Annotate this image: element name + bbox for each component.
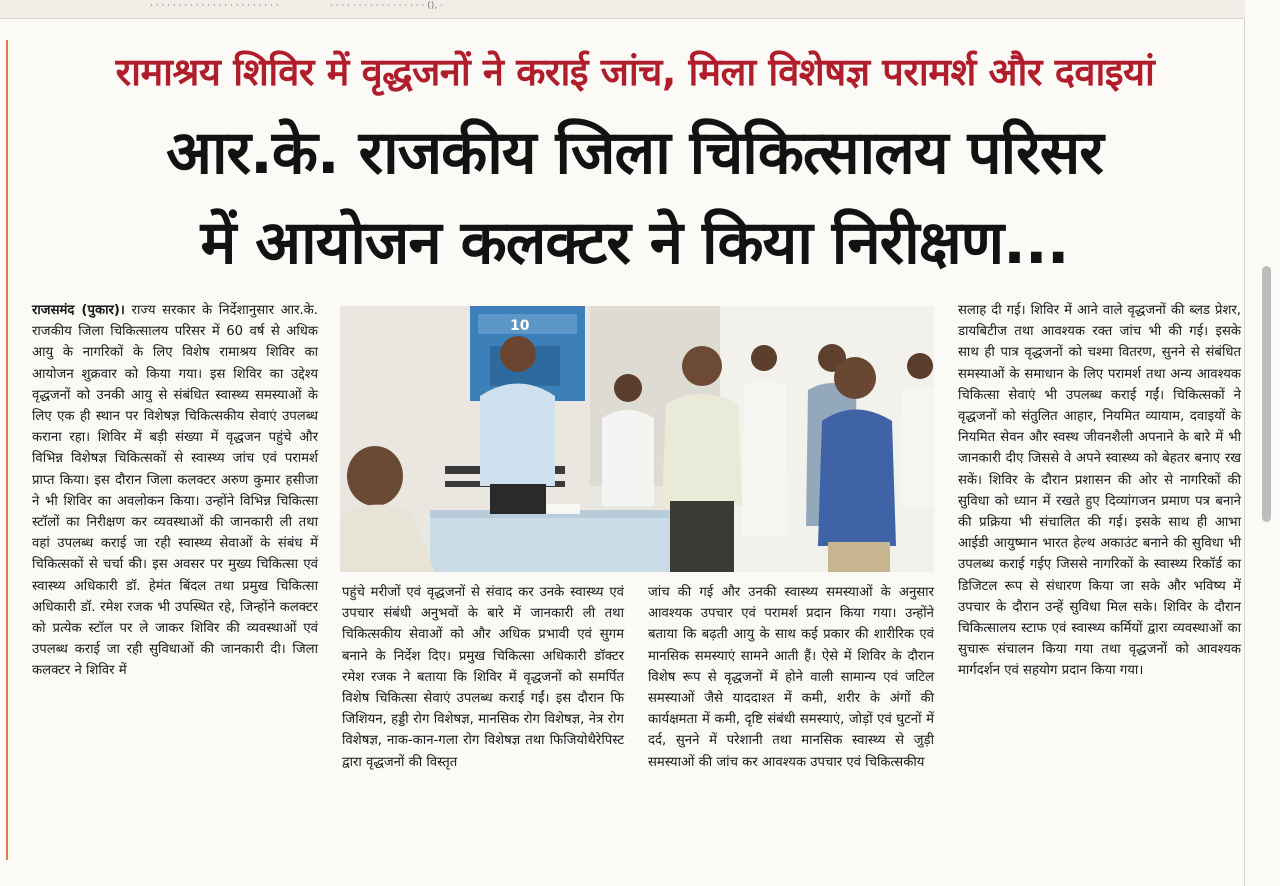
article-headline — [22, 108, 1247, 288]
article-column-1 — [32, 300, 318, 682]
left-accent-line — [6, 40, 8, 860]
strip-fragment: · · · · · · · · · · · · · · · · · (), · — [330, 1, 443, 11]
column-1-text: राज्य सरकार के निर्देशानुसार आर.के. राजकीय जिला चिकित्सालय परिसर में 60 वर्ष से अधिक आयु के नागरिकों के लिए विशेष रामाश्रय शिविर का आयोजन शुक्रवार को किया गया। इस शिविर का उद्देश्य वृद्धजनों को उनकी आयु से संबंधित स्वास्थ्य समस्याओं के लिए एक ही स्थान पर विशेषज्ञ चिकित्सकीय सेवाएं उपलब्ध कराना रहा। शिविर में बड़ी संख्या में वृद्धजन पहुंचे और विभिन्न विशेषज्ञ चिकित्सकों से स्वास्थ्य जांच एवं परामर्श प्राप्त किया। इस दौरान जिला कलक्टर अरुण कुमार हसीजा ने भी शिविर का अवलोकन किया। उन्होंने विभिन्न चिकित्सा स्टॉलों का निरीक्षण कर व्यवस्थाओं की जानकारी ली तथा वहां उपलब्ध कराई जा रही स्वास्थ्य सेवाओं के संबंध में चिकित्सकों से चर्चा की। इस अवसर पर मुख्य चिकित्सा एवं स्वास्थ्य अधिकारी डॉ. हेमंत बिंदल तथा प्रमुख चिकित्सा अधिकारी डॉ. रमेश रजक भी उपस्थित रहे, जिन्होंने कलक्टर को प्रत्येक स्टॉल पर ले जाकर शिविर की व्यवस्थाओं एवं उपलब्ध कराई जा रही सुविधाओं की जानकारी दी। जिला कलक्टर ने शिविर में — [32, 303, 318, 679]
column-3-text: जांच की गई और उनकी स्वास्थ्य समस्याओं के अनुसार आवश्यक उपचार एवं परामर्श प्रदान किया गया। उन्होंने बताया कि बढ़ती आयु के साथ कई प्रकार की शारीरिक एवं मानसिक समस्याएं सामने आती हैं। ऐसे में शिविर के दौरान विशेष रूप से वृद्धजनों में होने वाली सामान्य एवं जटिल समस्याओं जैसे याददाश्त में कमी, शरीर के अंगों की कार्यक्षमता में कमी, दृष्टि संबंधी समस्याएं, जोड़ों एवं घुटनों में दर्द, सुनने में परेशानी तथा मानसिक स्वास्थ्य से जुड़ी समस्याओं की जांच कर आवश्यक उपचार एवं चिकित्सकीय — [648, 585, 934, 770]
scrollbar-thumb[interactable] — [1262, 266, 1271, 522]
dateline: राजसमंद (पुकार)। — [32, 303, 125, 318]
article-column-3 — [648, 582, 934, 773]
article-column-2 — [342, 582, 624, 773]
column-4-text: सलाह दी गई। शिविर में आने वाले वृद्धजनों की ब्लड प्रेशर, डायबिटीज तथा आवश्यक रक्त जांच भी की गई। इसके साथ ही पात्र वृद्धजनों को चश्मा वितरण, सुनने से संबंधित समस्याओं के समाधान के लिए परामर्श तथा अन्य आवश्यक चिकित्सा सेवाएं भी उपलब्ध कराई गईं। चिकित्सकों ने वृद्धजनों को संतुलित आहार, नियमित व्यायाम, दवाइयों के नियमित सेवन और स्वस्थ जीवनशैली अपनाने के बारे में भी जानकारी दीए जिससे वे अपने स्वास्थ्य को बेहतर बनाए रख सकें। शिविर के दौरान प्रशासन की ओर से नागरिकों की सुविधा को ध्यान में रखते हुए दिव्यांगजन प्रमाण पत्र बनाने की प्रक्रिया भी संचालित की गई। इसके साथ ही आभा आईडी आयुष्मान भारत हेल्थ अकाउंट बनाने की सुविधा भी उपलब्ध कराई गईए जिससे नागरिकों के स्वास्थ्य रिकॉर्ड का डिजिटल रूप से संधारण किया जा सके और भविष्य में उपचार के दौरान उन्हें सुविधा मिल सके। शिविर के दौरान चिकित्सालय स्टाफ एवं स्वास्थ्य कर्मियों द्वारा व्यवस्थाओं का सुचारू संचालन किया गया तथा वृद्धजनों को आवश्यक मार्गदर्शन एवं सहयोग प्रदान किया गया। — [958, 303, 1241, 679]
previous-article-strip — [0, 0, 1245, 19]
article-column-4 — [958, 300, 1241, 682]
poster-text: 10 — [510, 318, 530, 334]
photo-illustration — [340, 306, 934, 572]
headline-line-2: में आयोजन कलक्टर ने किया निरीक्षण... — [200, 208, 1069, 278]
column-2-text: पहुंचे मरीजों एवं वृद्धजनों से संवाद कर उनके स्वास्थ्य एवं उपचार संबंधी अनुभवों के बारे में जानकारी ली तथा चिकित्सकीय सेवाओं को और अधिक प्रभावी एवं सुगम बनाने के निर्देश दिए। प्रमुख चिकित्सा अधिकारी डॉक्टर रमेश रजक ने बताया कि शिविर में वृद्धजनों को समर्पित विशेष चिकित्सा सेवाएं उपलब्ध कराई गईं। इस दौरान फि जिशियन, हड्डी रोग विशेषज्ञ, मानसिक रोग विशेषज्ञ, नेत्र रोग विशेषज्ञ, नाक-कान-गला रोग विशेषज्ञ तथा फिजियोथैरेपिस्ट द्वारा वृद्धजनों की विस्तृत — [342, 585, 624, 770]
article-subheadline: रामाश्रय शिविर में वृद्धजनों ने कराई जांच, मिला विशेषज्ञ परामर्श और दवाइयां — [115, 50, 1155, 94]
news-photo — [340, 306, 934, 572]
headline-line-1: आर.के. राजकीय जिला चिकित्सालय परिसर — [166, 118, 1103, 188]
strip-fragment: · · · · · · · · · · · · · · · · · · · · · · · — [150, 1, 279, 11]
